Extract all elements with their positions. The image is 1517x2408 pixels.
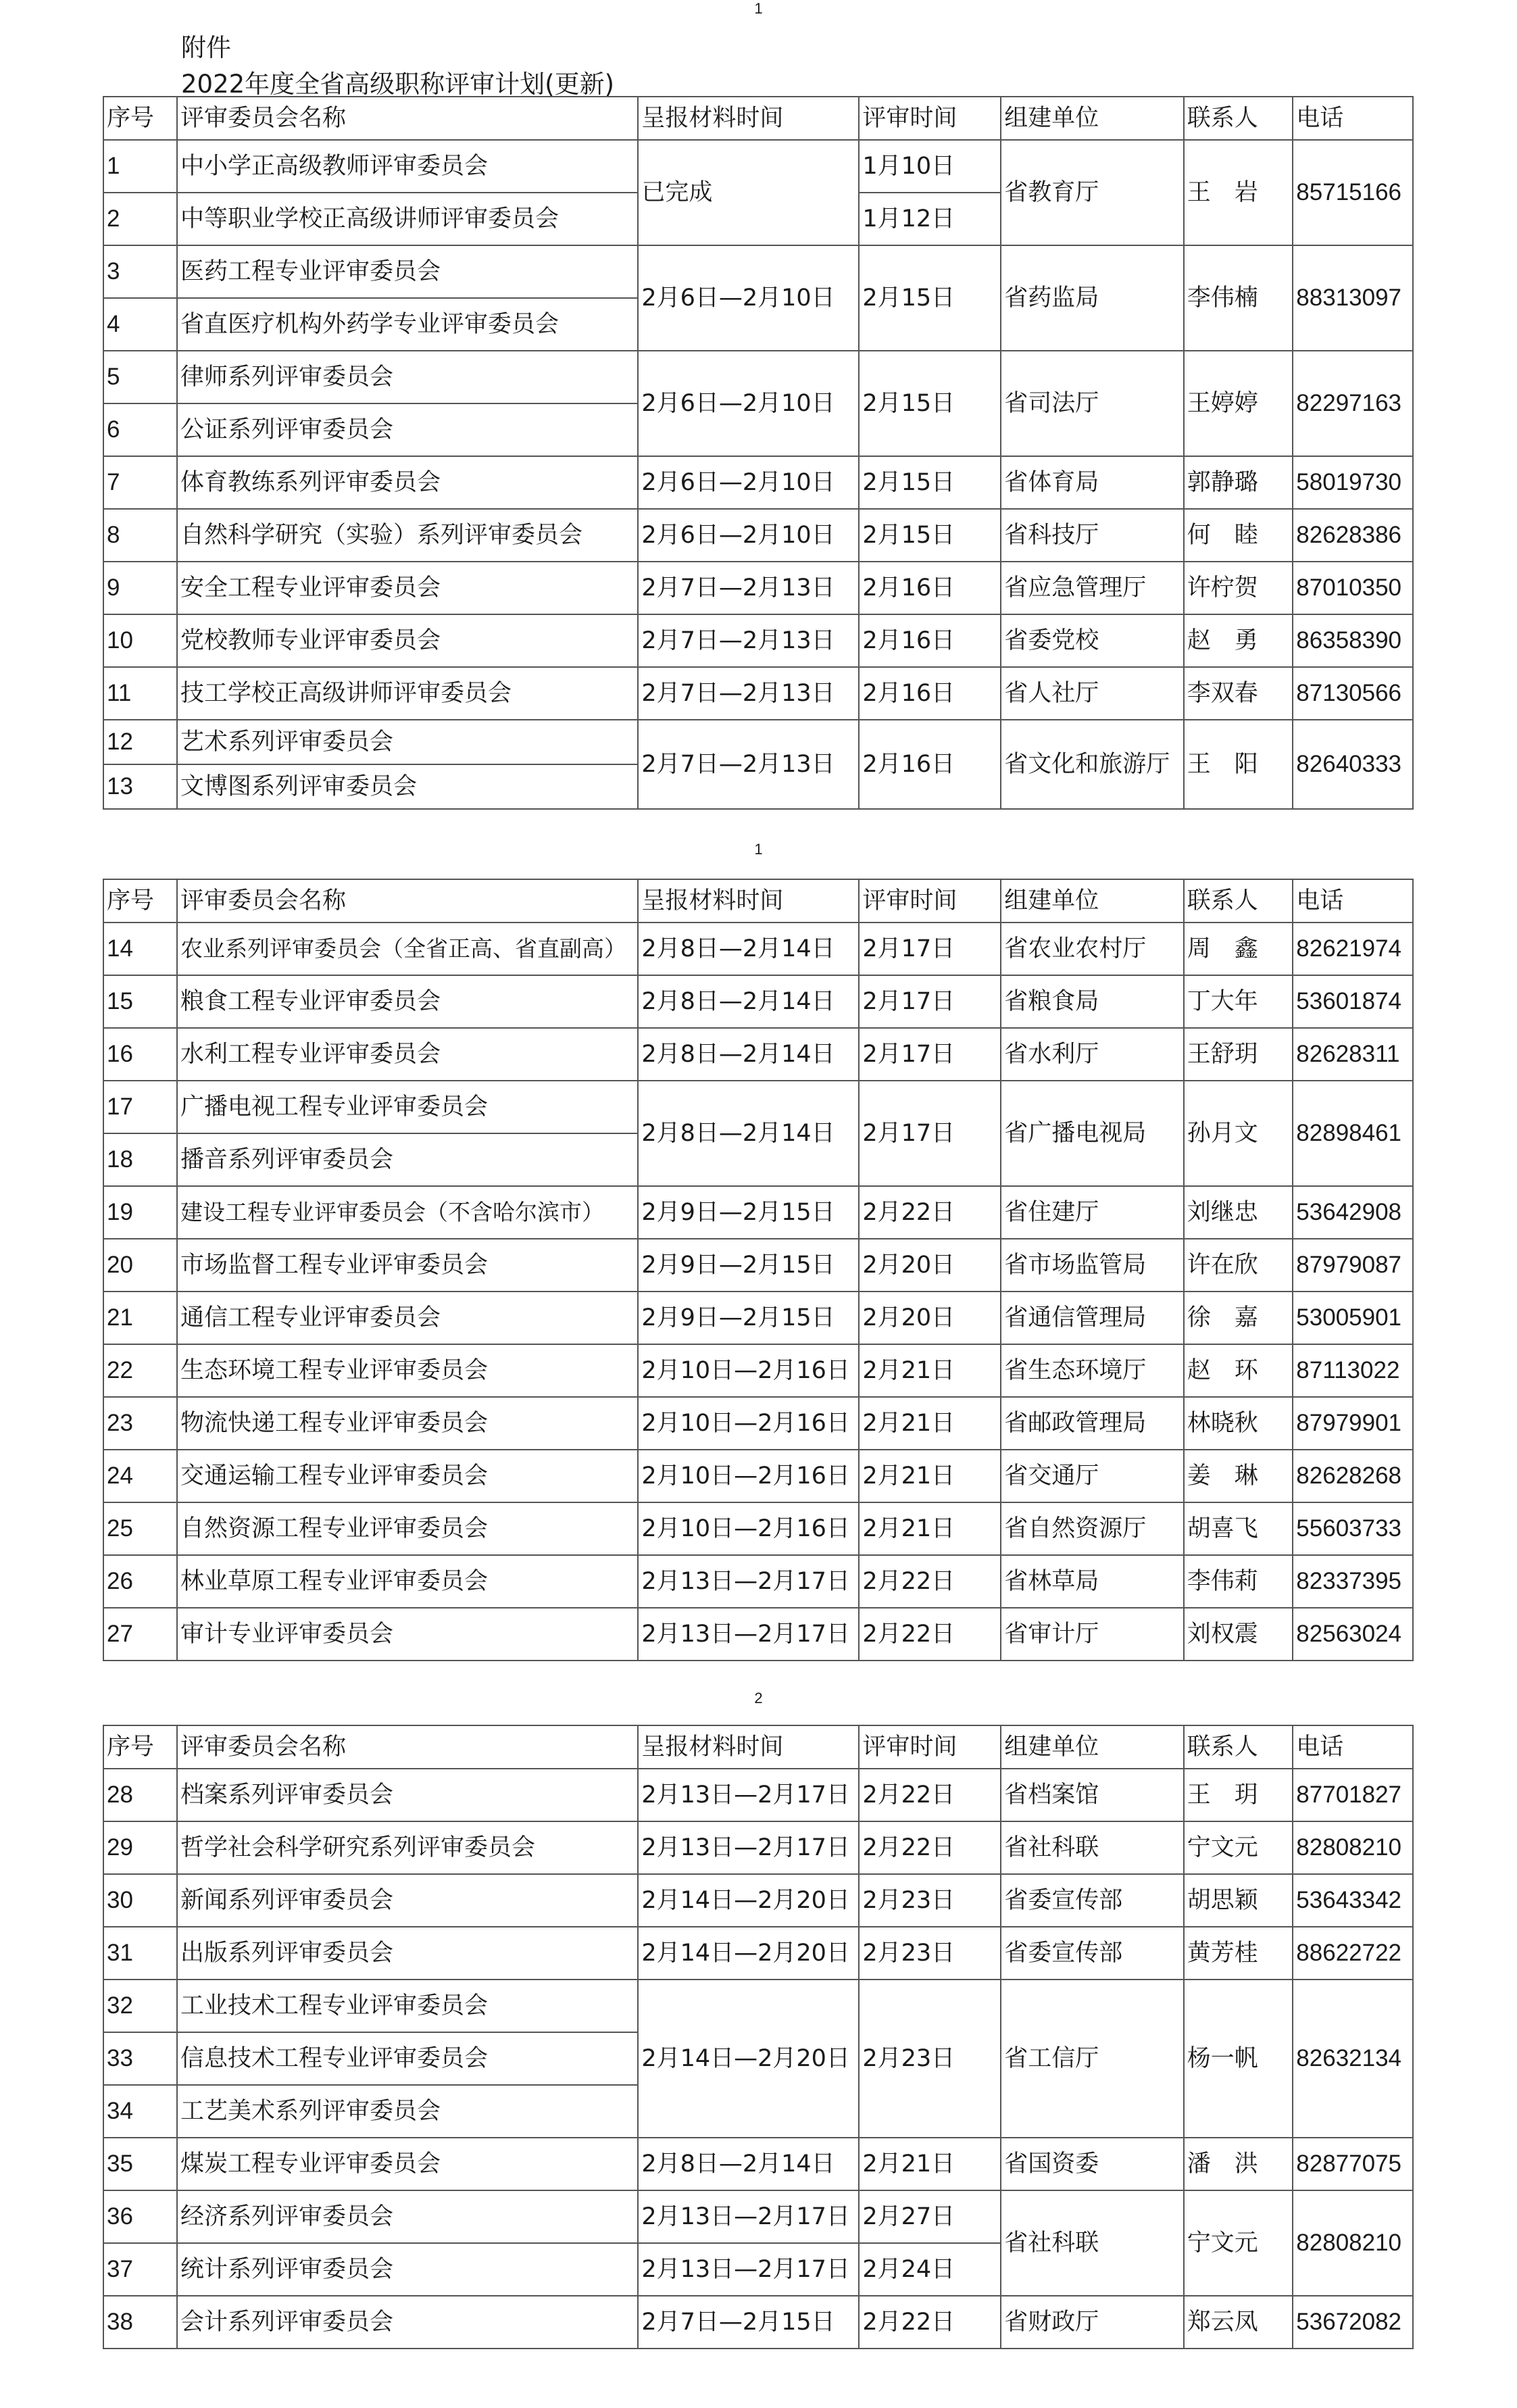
phone-number: 82628311 xyxy=(1293,1028,1413,1081)
organizing-unit: 省通信管理局 xyxy=(1001,1292,1184,1344)
plan-table-3 xyxy=(103,1725,1414,2349)
submit-period: 2月14日—2月20日 xyxy=(638,1874,859,1927)
review-date: 2月17日 xyxy=(859,975,1001,1028)
row-number: 1 xyxy=(103,140,177,193)
organizing-unit: 省邮政管理局 xyxy=(1001,1397,1184,1450)
row-number: 29 xyxy=(103,1821,177,1874)
phone-number: 53601874 xyxy=(1293,975,1413,1028)
submit-period: 2月9日—2月15日 xyxy=(638,1239,859,1292)
page-number: 1 xyxy=(754,0,763,17)
phone-number: 82640333 xyxy=(1293,720,1413,809)
row-number: 14 xyxy=(103,923,177,975)
table-row xyxy=(103,1927,1413,1980)
col-header: 评审委员会名称 xyxy=(177,97,638,140)
row-number: 11 xyxy=(103,667,177,720)
committee-name: 交通运输工程专业评审委员会 xyxy=(177,1450,638,1502)
table-row xyxy=(103,1821,1413,1874)
submit-period: 2月8日—2月14日 xyxy=(638,923,859,975)
committee-name: 中小学正高级教师评审委员会 xyxy=(177,140,638,193)
row-number: 17 xyxy=(103,1081,177,1133)
col-header: 电话 xyxy=(1293,1725,1413,1769)
table-row xyxy=(103,614,1413,667)
committee-name: 播音系列评审委员会 xyxy=(177,1133,638,1186)
committee-name: 煤炭工程专业评审委员会 xyxy=(177,2138,638,2190)
contact-person: 王 岩 xyxy=(1184,140,1293,245)
organizing-unit: 省市场监管局 xyxy=(1001,1239,1184,1292)
table-row xyxy=(103,1081,1413,1133)
submit-period: 2月14日—2月20日 xyxy=(638,1927,859,1980)
submit-period: 2月6日—2月10日 xyxy=(638,509,859,562)
row-number: 34 xyxy=(103,2085,177,2138)
table-row xyxy=(103,1028,1413,1081)
table-row xyxy=(103,1980,1413,2032)
row-number: 15 xyxy=(103,975,177,1028)
phone-number: 87701827 xyxy=(1293,1769,1413,1821)
contact-person: 刘权震 xyxy=(1184,1608,1293,1661)
committee-name: 建设工程专业评审委员会（不含哈尔滨市） xyxy=(177,1186,638,1239)
row-number: 18 xyxy=(103,1133,177,1186)
attachment-label: 附件 xyxy=(181,33,231,62)
review-date: 2月23日 xyxy=(859,1874,1001,1927)
contact-person: 姜 琳 xyxy=(1184,1450,1293,1502)
row-number: 33 xyxy=(103,2032,177,2085)
organizing-unit: 省财政厅 xyxy=(1001,2296,1184,2349)
contact-person: 刘继忠 xyxy=(1184,1186,1293,1239)
committee-name: 体育教练系列评审委员会 xyxy=(177,456,638,509)
contact-person: 赵 勇 xyxy=(1184,614,1293,667)
organizing-unit: 省科技厅 xyxy=(1001,509,1184,562)
contact-person: 丁大年 xyxy=(1184,975,1293,1028)
col-header: 组建单位 xyxy=(1001,1725,1184,1769)
table-header-row xyxy=(103,97,1413,140)
page-number: 1 xyxy=(754,841,763,858)
committee-name: 生态环境工程专业评审委员会 xyxy=(177,1344,638,1397)
row-number: 31 xyxy=(103,1927,177,1980)
submit-period: 2月7日—2月13日 xyxy=(638,667,859,720)
table-row xyxy=(103,720,1413,764)
submit-period: 2月8日—2月14日 xyxy=(638,1028,859,1081)
contact-person: 杨一帆 xyxy=(1184,1980,1293,2138)
row-number: 25 xyxy=(103,1502,177,1555)
review-date: 2月27日 xyxy=(859,2190,1001,2243)
row-number: 3 xyxy=(103,245,177,298)
contact-person: 宁文元 xyxy=(1184,2190,1293,2296)
col-header: 评审委员会名称 xyxy=(177,1725,638,1769)
contact-person: 周 鑫 xyxy=(1184,923,1293,975)
phone-number: 82563024 xyxy=(1293,1608,1413,1661)
row-number: 35 xyxy=(103,2138,177,2190)
committee-name: 广播电视工程专业评审委员会 xyxy=(177,1081,638,1133)
submit-period: 2月13日—2月17日 xyxy=(638,1555,859,1608)
table-row xyxy=(103,1769,1413,1821)
submit-period: 2月10日—2月16日 xyxy=(638,1450,859,1502)
document-title: 2022年度全省高级职称评审计划(更新) xyxy=(181,70,615,99)
table-row xyxy=(103,140,1413,193)
committee-name: 公证系列评审委员会 xyxy=(177,403,638,456)
row-number: 6 xyxy=(103,403,177,456)
col-header: 组建单位 xyxy=(1001,879,1184,923)
organizing-unit: 省体育局 xyxy=(1001,456,1184,509)
review-date: 2月20日 xyxy=(859,1292,1001,1344)
phone-number: 53005901 xyxy=(1293,1292,1413,1344)
phone-number: 82628386 xyxy=(1293,509,1413,562)
col-header: 电话 xyxy=(1293,97,1413,140)
organizing-unit: 省应急管理厅 xyxy=(1001,562,1184,614)
contact-person: 王 玥 xyxy=(1184,1769,1293,1821)
submit-period: 2月8日—2月14日 xyxy=(638,1081,859,1186)
review-date: 2月22日 xyxy=(859,1186,1001,1239)
organizing-unit: 省自然资源厅 xyxy=(1001,1502,1184,1555)
col-header: 序号 xyxy=(103,97,177,140)
table-row xyxy=(103,1608,1413,1661)
row-number: 4 xyxy=(103,298,177,351)
organizing-unit: 省药监局 xyxy=(1001,245,1184,351)
row-number: 10 xyxy=(103,614,177,667)
review-date: 2月16日 xyxy=(859,667,1001,720)
organizing-unit: 省司法厅 xyxy=(1001,351,1184,456)
phone-number: 55603733 xyxy=(1293,1502,1413,1555)
committee-name: 律师系列评审委员会 xyxy=(177,351,638,403)
committee-name: 技工学校正高级讲师评审委员会 xyxy=(177,667,638,720)
table-row xyxy=(103,2296,1413,2349)
row-number: 37 xyxy=(103,2243,177,2296)
phone-number: 82297163 xyxy=(1293,351,1413,456)
phone-number: 85715166 xyxy=(1293,140,1413,245)
review-date: 2月17日 xyxy=(859,923,1001,975)
organizing-unit: 省社科联 xyxy=(1001,2190,1184,2296)
table-row xyxy=(103,1397,1413,1450)
committee-name: 自然科学研究（实验）系列评审委员会 xyxy=(177,509,638,562)
col-header: 评审时间 xyxy=(859,1725,1001,1769)
phone-number: 82632134 xyxy=(1293,1980,1413,2138)
committee-name: 省直医疗机构外药学专业评审委员会 xyxy=(177,298,638,351)
review-date: 2月16日 xyxy=(859,562,1001,614)
col-header: 联系人 xyxy=(1184,1725,1293,1769)
organizing-unit: 省委党校 xyxy=(1001,614,1184,667)
contact-person: 王舒玥 xyxy=(1184,1028,1293,1081)
committee-name: 通信工程专业评审委员会 xyxy=(177,1292,638,1344)
committee-name: 哲学社会科学研究系列评审委员会 xyxy=(177,1821,638,1874)
review-date: 2月21日 xyxy=(859,1450,1001,1502)
phone-number: 53642908 xyxy=(1293,1186,1413,1239)
submit-period: 已完成 xyxy=(638,140,859,245)
phone-number: 88313097 xyxy=(1293,245,1413,351)
review-date: 2月23日 xyxy=(859,1927,1001,1980)
table-header-row xyxy=(103,879,1413,923)
submit-period: 2月10日—2月16日 xyxy=(638,1502,859,1555)
table-row xyxy=(103,975,1413,1028)
row-number: 22 xyxy=(103,1344,177,1397)
organizing-unit: 省委宣传部 xyxy=(1001,1874,1184,1927)
review-date: 2月21日 xyxy=(859,1344,1001,1397)
phone-number: 82898461 xyxy=(1293,1081,1413,1186)
col-header: 评审时间 xyxy=(859,97,1001,140)
review-date: 2月15日 xyxy=(859,509,1001,562)
organizing-unit: 省生态环境厅 xyxy=(1001,1344,1184,1397)
submit-period: 2月6日—2月10日 xyxy=(638,245,859,351)
organizing-unit: 省国资委 xyxy=(1001,2138,1184,2190)
row-number: 20 xyxy=(103,1239,177,1292)
row-number: 16 xyxy=(103,1028,177,1081)
review-date: 2月15日 xyxy=(859,245,1001,351)
row-number: 19 xyxy=(103,1186,177,1239)
row-number: 13 xyxy=(103,764,177,809)
contact-person: 孙月文 xyxy=(1184,1081,1293,1186)
committee-name: 文博图系列评审委员会 xyxy=(177,764,638,809)
table-row xyxy=(103,1450,1413,1502)
committee-name: 医药工程专业评审委员会 xyxy=(177,245,638,298)
row-number: 5 xyxy=(103,351,177,403)
organizing-unit: 省教育厅 xyxy=(1001,140,1184,245)
table-row xyxy=(103,1344,1413,1397)
review-date: 2月21日 xyxy=(859,1502,1001,1555)
row-number: 26 xyxy=(103,1555,177,1608)
row-number: 27 xyxy=(103,1608,177,1661)
row-number: 8 xyxy=(103,509,177,562)
review-date: 2月20日 xyxy=(859,1239,1001,1292)
contact-person: 李伟莉 xyxy=(1184,1555,1293,1608)
col-header: 组建单位 xyxy=(1001,97,1184,140)
committee-name: 艺术系列评审委员会 xyxy=(177,720,638,764)
contact-person: 郭静璐 xyxy=(1184,456,1293,509)
committee-name: 新闻系列评审委员会 xyxy=(177,1874,638,1927)
phone-number: 82808210 xyxy=(1293,2190,1413,2296)
table-header-row xyxy=(103,1725,1413,1769)
review-date: 2月17日 xyxy=(859,1081,1001,1186)
table-row xyxy=(103,1186,1413,1239)
table-row xyxy=(103,2138,1413,2190)
submit-period: 2月9日—2月15日 xyxy=(638,1292,859,1344)
phone-number: 82808210 xyxy=(1293,1821,1413,1874)
organizing-unit: 省水利厅 xyxy=(1001,1028,1184,1081)
page-number: 2 xyxy=(754,1690,763,1706)
submit-period: 2月7日—2月13日 xyxy=(638,562,859,614)
col-header: 电话 xyxy=(1293,879,1413,923)
table-row xyxy=(103,1874,1413,1927)
submit-period: 2月7日—2月13日 xyxy=(638,720,859,809)
committee-name: 物流快递工程专业评审委员会 xyxy=(177,1397,638,1450)
submit-period: 2月14日—2月20日 xyxy=(638,1980,859,2138)
organizing-unit: 省林草局 xyxy=(1001,1555,1184,1608)
phone-number: 82628268 xyxy=(1293,1450,1413,1502)
committee-name: 党校教师专业评审委员会 xyxy=(177,614,638,667)
committee-name: 市场监督工程专业评审委员会 xyxy=(177,1239,638,1292)
table-row xyxy=(103,245,1413,298)
contact-person: 胡喜飞 xyxy=(1184,1502,1293,1555)
col-header: 序号 xyxy=(103,879,177,923)
submit-period: 2月13日—2月17日 xyxy=(638,2243,859,2296)
contact-person: 郑云凤 xyxy=(1184,2296,1293,2349)
review-date: 2月22日 xyxy=(859,1821,1001,1874)
submit-period: 2月13日—2月17日 xyxy=(638,1769,859,1821)
row-number: 36 xyxy=(103,2190,177,2243)
committee-name: 档案系列评审委员会 xyxy=(177,1769,638,1821)
col-header: 呈报材料时间 xyxy=(638,879,859,923)
table-row xyxy=(103,2190,1413,2243)
committee-name: 林业草原工程专业评审委员会 xyxy=(177,1555,638,1608)
organizing-unit: 省社科联 xyxy=(1001,1821,1184,1874)
committee-name: 工业技术工程专业评审委员会 xyxy=(177,1980,638,2032)
contact-person: 潘 洪 xyxy=(1184,2138,1293,2190)
phone-number: 87130566 xyxy=(1293,667,1413,720)
row-number: 12 xyxy=(103,720,177,764)
submit-period: 2月8日—2月14日 xyxy=(638,975,859,1028)
contact-person: 宁文元 xyxy=(1184,1821,1293,1874)
table-row xyxy=(103,1239,1413,1292)
row-number: 23 xyxy=(103,1397,177,1450)
col-header: 序号 xyxy=(103,1725,177,1769)
table-row xyxy=(103,1292,1413,1344)
contact-person: 何 睦 xyxy=(1184,509,1293,562)
organizing-unit: 省委宣传部 xyxy=(1001,1927,1184,1980)
contact-person: 王 阳 xyxy=(1184,720,1293,809)
review-date: 1月12日 xyxy=(859,193,1001,245)
phone-number: 82877075 xyxy=(1293,2138,1413,2190)
table-row xyxy=(103,1502,1413,1555)
submit-period: 2月13日—2月17日 xyxy=(638,1608,859,1661)
col-header: 联系人 xyxy=(1184,879,1293,923)
review-date: 2月16日 xyxy=(859,720,1001,809)
review-date: 2月21日 xyxy=(859,2138,1001,2190)
phone-number: 58019730 xyxy=(1293,456,1413,509)
organizing-unit: 省农业农村厅 xyxy=(1001,923,1184,975)
table-row xyxy=(103,1555,1413,1608)
organizing-unit: 省档案馆 xyxy=(1001,1769,1184,1821)
col-header: 呈报材料时间 xyxy=(638,1725,859,1769)
contact-person: 李双春 xyxy=(1184,667,1293,720)
phone-number: 87010350 xyxy=(1293,562,1413,614)
row-number: 9 xyxy=(103,562,177,614)
review-date: 2月24日 xyxy=(859,2243,1001,2296)
submit-period: 2月8日—2月14日 xyxy=(638,2138,859,2190)
organizing-unit: 省粮食局 xyxy=(1001,975,1184,1028)
phone-number: 82621974 xyxy=(1293,923,1413,975)
row-number: 7 xyxy=(103,456,177,509)
organizing-unit: 省广播电视局 xyxy=(1001,1081,1184,1186)
committee-name: 经济系列评审委员会 xyxy=(177,2190,638,2243)
contact-person: 林晓秋 xyxy=(1184,1397,1293,1450)
col-header: 呈报材料时间 xyxy=(638,97,859,140)
organizing-unit: 省交通厅 xyxy=(1001,1450,1184,1502)
submit-period: 2月6日—2月10日 xyxy=(638,351,859,456)
review-date: 2月22日 xyxy=(859,1769,1001,1821)
review-date: 2月15日 xyxy=(859,351,1001,456)
row-number: 28 xyxy=(103,1769,177,1821)
row-number: 38 xyxy=(103,2296,177,2349)
committee-name: 粮食工程专业评审委员会 xyxy=(177,975,638,1028)
review-date: 2月22日 xyxy=(859,1555,1001,1608)
committee-name: 农业系列评审委员会（全省正高、省直副高） xyxy=(177,923,638,975)
phone-number: 87113022 xyxy=(1293,1344,1413,1397)
col-header: 联系人 xyxy=(1184,97,1293,140)
organizing-unit: 省工信厅 xyxy=(1001,1980,1184,2138)
table-row xyxy=(103,509,1413,562)
submit-period: 2月9日—2月15日 xyxy=(638,1186,859,1239)
review-date: 2月17日 xyxy=(859,1028,1001,1081)
table-row xyxy=(103,562,1413,614)
phone-number: 82337395 xyxy=(1293,1555,1413,1608)
row-number: 32 xyxy=(103,1980,177,2032)
contact-person: 徐 嘉 xyxy=(1184,1292,1293,1344)
table-row xyxy=(103,351,1413,403)
contact-person: 胡思颖 xyxy=(1184,1874,1293,1927)
committee-name: 信息技术工程专业评审委员会 xyxy=(177,2032,638,2085)
phone-number: 86358390 xyxy=(1293,614,1413,667)
row-number: 2 xyxy=(103,193,177,245)
contact-person: 黄芳桂 xyxy=(1184,1927,1293,1980)
review-date: 2月23日 xyxy=(859,1980,1001,2138)
table-row xyxy=(103,923,1413,975)
submit-period: 2月10日—2月16日 xyxy=(638,1397,859,1450)
col-header: 评审委员会名称 xyxy=(177,879,638,923)
organizing-unit: 省文化和旅游厅 xyxy=(1001,720,1184,809)
submit-period: 2月7日—2月13日 xyxy=(638,614,859,667)
committee-name: 统计系列评审委员会 xyxy=(177,2243,638,2296)
submit-period: 2月13日—2月17日 xyxy=(638,1821,859,1874)
committee-name: 安全工程专业评审委员会 xyxy=(177,562,638,614)
submit-period: 2月13日—2月17日 xyxy=(638,2190,859,2243)
phone-number: 53643342 xyxy=(1293,1874,1413,1927)
review-date: 2月16日 xyxy=(859,614,1001,667)
phone-number: 87979901 xyxy=(1293,1397,1413,1450)
phone-number: 53672082 xyxy=(1293,2296,1413,2349)
plan-table-2 xyxy=(103,879,1414,1661)
committee-name: 水利工程专业评审委员会 xyxy=(177,1028,638,1081)
organizing-unit: 省人社厅 xyxy=(1001,667,1184,720)
submit-period: 2月6日—2月10日 xyxy=(638,456,859,509)
review-date: 2月21日 xyxy=(859,1397,1001,1450)
committee-name: 中等职业学校正高级讲师评审委员会 xyxy=(177,193,638,245)
committee-name: 会计系列评审委员会 xyxy=(177,2296,638,2349)
table-row xyxy=(103,456,1413,509)
contact-person: 赵 环 xyxy=(1184,1344,1293,1397)
row-number: 30 xyxy=(103,1874,177,1927)
committee-name: 工艺美术系列评审委员会 xyxy=(177,2085,638,2138)
committee-name: 自然资源工程专业评审委员会 xyxy=(177,1502,638,1555)
review-date: 2月22日 xyxy=(859,2296,1001,2349)
submit-period: 2月10日—2月16日 xyxy=(638,1344,859,1397)
review-date: 1月10日 xyxy=(859,140,1001,193)
row-number: 24 xyxy=(103,1450,177,1502)
committee-name: 出版系列评审委员会 xyxy=(177,1927,638,1980)
review-date: 2月15日 xyxy=(859,456,1001,509)
submit-period: 2月7日—2月15日 xyxy=(638,2296,859,2349)
table-row xyxy=(103,667,1413,720)
contact-person: 许柠贺 xyxy=(1184,562,1293,614)
organizing-unit: 省审计厅 xyxy=(1001,1608,1184,1661)
phone-number: 88622722 xyxy=(1293,1927,1413,1980)
contact-person: 王婷婷 xyxy=(1184,351,1293,456)
col-header: 评审时间 xyxy=(859,879,1001,923)
phone-number: 87979087 xyxy=(1293,1239,1413,1292)
committee-name: 审计专业评审委员会 xyxy=(177,1608,638,1661)
plan-table-1 xyxy=(103,96,1414,810)
row-number: 21 xyxy=(103,1292,177,1344)
contact-person: 李伟楠 xyxy=(1184,245,1293,351)
organizing-unit: 省住建厅 xyxy=(1001,1186,1184,1239)
review-date: 2月22日 xyxy=(859,1608,1001,1661)
contact-person: 许在欣 xyxy=(1184,1239,1293,1292)
